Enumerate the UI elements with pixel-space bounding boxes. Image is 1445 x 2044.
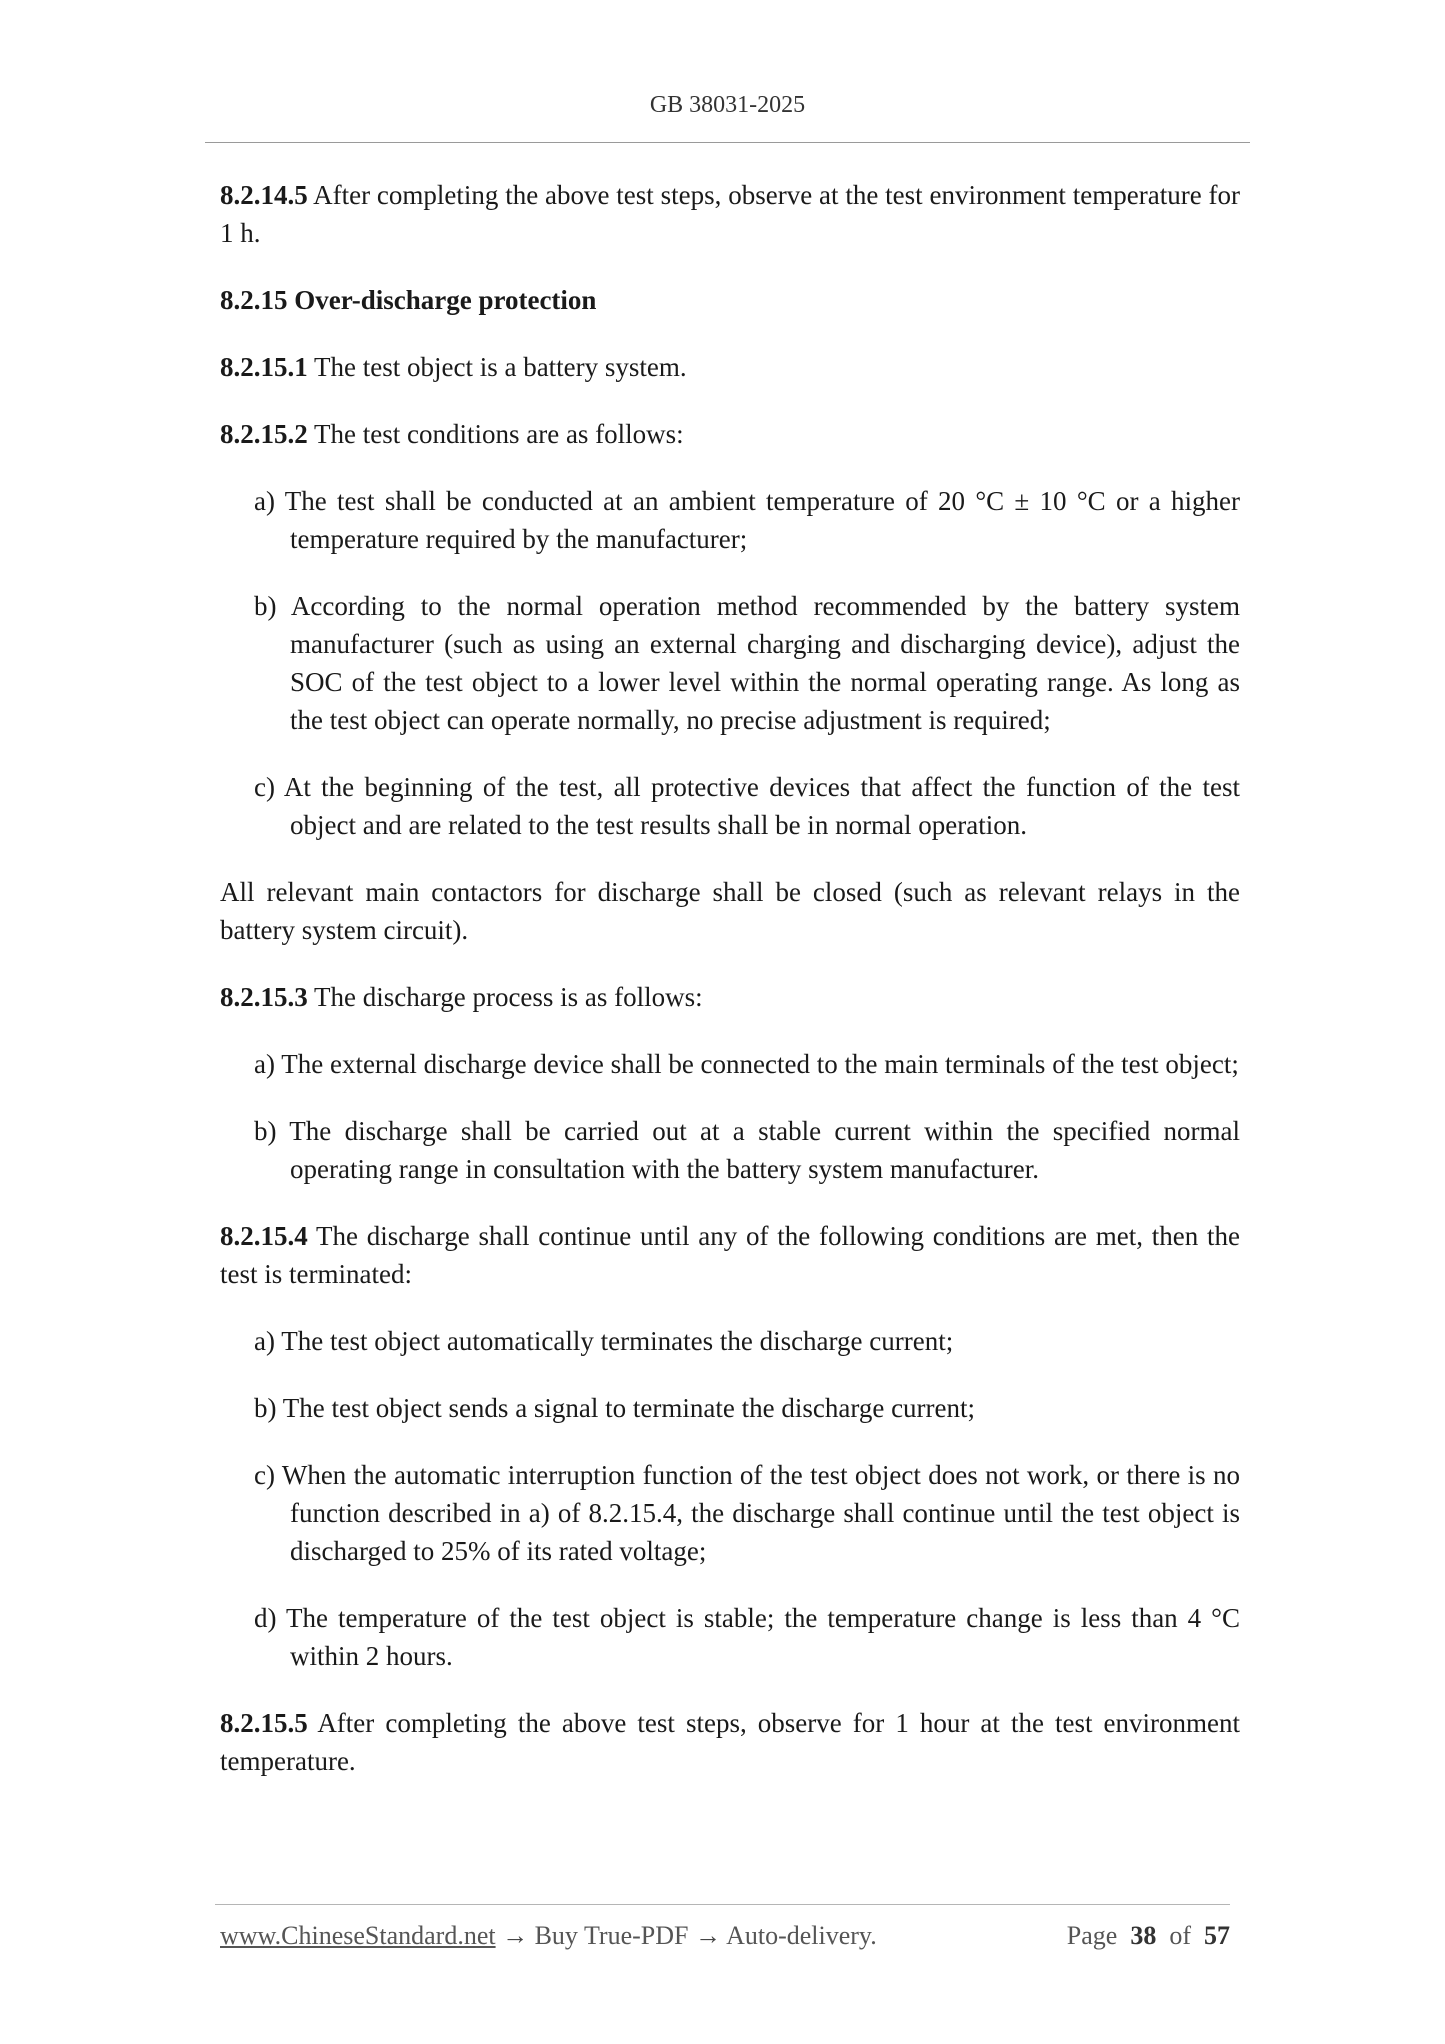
buy-pdf-text: Buy True-PDF	[534, 1921, 689, 1950]
clause-text: The discharge shall continue until any of the following conditions are met, then the test is terminated:	[220, 1221, 1240, 1289]
clause-text: After completing the above test steps, observe at the test environment temperature for 1 h.	[220, 180, 1240, 248]
clause-number: 8.2.15.5	[220, 1708, 308, 1738]
list-item: b) The discharge shall be carried out at a stable current within the specified normal operating range in consultation with the battery system manufacturer.	[254, 1116, 1240, 1184]
clause-text: The discharge process is as follows:	[307, 982, 703, 1012]
paragraph-8-2-14-5	[220, 176, 1240, 252]
clause-number: 8.2.14.5	[220, 180, 308, 210]
list-item: b) According to the normal operation method recommended by the battery system manufacturer (such as using an external charging and discharging device), adjust the SOC of the test object to a lower level within the normal operating range. As long as the test object can operate normally, no precise adjustment is required;	[254, 591, 1240, 735]
clause-number: 8.2.15.4	[220, 1221, 308, 1251]
arrow-right-icon: →	[688, 1921, 727, 1950]
clause-text: The test object is a battery system.	[307, 352, 687, 382]
page-label: Page	[1066, 1921, 1118, 1950]
clause-text: After completing the above test steps, observe for 1 hour at the test environment temperature.	[220, 1708, 1240, 1776]
paragraph-8-2-15-4	[220, 1217, 1240, 1293]
header-divider	[205, 142, 1250, 143]
document-header: GB 38031-2025	[649, 92, 806, 118]
page-indicator	[1067, 1921, 1230, 1951]
footer-divider	[215, 1904, 1230, 1905]
clause-number: 8.2.15.2	[220, 419, 308, 449]
list-item: c) When the automatic interruption function of the test object does not work, or there is no function described in a) of 8.2.15.4, the discharge shall continue until the test object is discharged to 25% of its rated voltage;	[254, 1460, 1240, 1566]
heading-text: 8.2.15 Over-discharge protection	[220, 285, 597, 315]
paragraph-contactors: All relevant main contactors for discharge shall be closed (such as relevant relays in the battery system circuit).	[220, 877, 1240, 945]
auto-delivery-text: Auto-delivery.	[726, 1921, 877, 1950]
page-total: 57	[1204, 1921, 1230, 1950]
paragraph-8-2-15-3	[220, 978, 1240, 1016]
clause-text: The test conditions are as follows:	[307, 419, 684, 449]
paragraph-8-2-15-5	[220, 1704, 1240, 1780]
list-item: d) The temperature of the test object is stable; the temperature change is less than 4 °C within 2 hours.	[254, 1603, 1240, 1671]
website-link[interactable]: www.ChineseStandard.net	[220, 1921, 496, 1950]
page-number: 38	[1130, 1921, 1157, 1950]
clause-number: 8.2.15.3	[220, 982, 308, 1012]
document-body	[220, 176, 1240, 1809]
of-label: of	[1169, 1921, 1191, 1950]
list-item: a) The test object automatically terminates the discharge current;	[254, 1326, 954, 1356]
list-item: a) The test shall be conducted at an ambient temperature of 20 °C ± 10 °C or a higher temperature required by the manufacturer;	[254, 486, 1240, 554]
clause-number: 8.2.15.1	[220, 352, 308, 382]
list-item: b) The test object sends a signal to terminate the discharge current;	[254, 1393, 976, 1423]
list-item: a) The external discharge device shall be connected to the main terminals of the test object;	[254, 1049, 1239, 1079]
list-item: c) At the beginning of the test, all protective devices that affect the function of the test object and are related to the test results shall be in normal operation.	[254, 772, 1240, 840]
section-heading-8-2-15	[220, 281, 1240, 319]
page-footer	[220, 1921, 1230, 1951]
paragraph-8-2-15-1	[220, 348, 1240, 386]
arrow-right-icon: →	[495, 1921, 535, 1950]
paragraph-8-2-15-2	[220, 415, 1240, 453]
